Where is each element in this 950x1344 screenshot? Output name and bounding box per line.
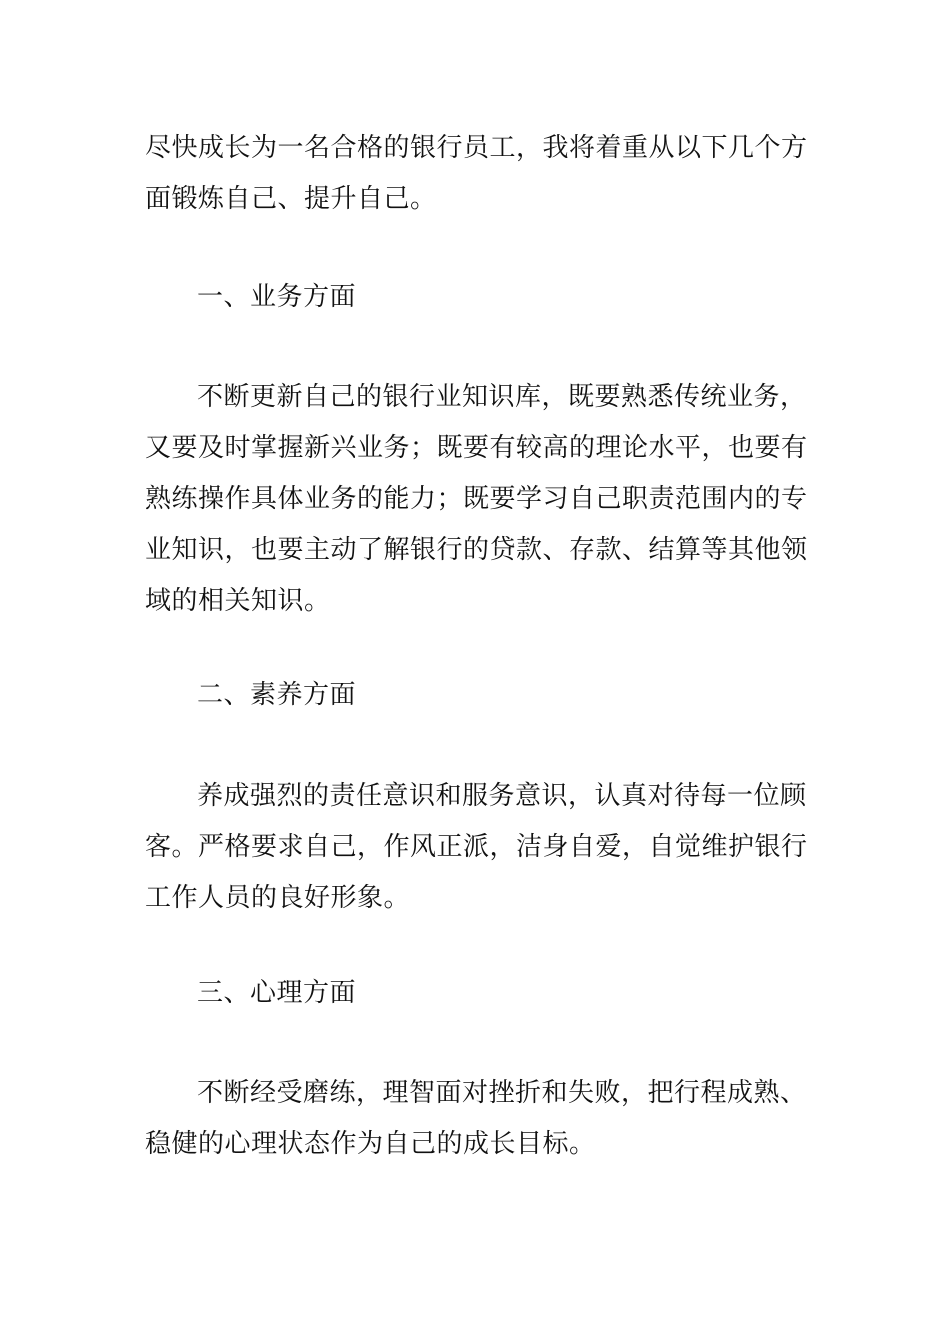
section-heading: 二、素养方面 — [197, 680, 357, 710]
paragraph-line: 域的相关知识。 — [145, 586, 331, 616]
paragraph-line: 又要及时掌握新兴业务；既要有较高的理论水平，也要有 — [145, 433, 808, 463]
paragraph-line: 工作人员的良好形象。 — [145, 883, 411, 913]
section-heading: 一、业务方面 — [197, 282, 357, 312]
psychology-paragraph — [145, 1068, 810, 1170]
quality-paragraph — [145, 771, 810, 924]
paragraph-line: 养成强烈的责任意识和服务意识，认真对待每一位顾 — [197, 781, 807, 811]
paragraph-line: 熟练操作具体业务的能力；既要学习自己职责范围内的专 — [145, 484, 808, 514]
paragraph-line: 业知识，也要主动了解银行的贷款、存款、结算等其他领 — [145, 535, 808, 565]
paragraph-line: 客。严格要求自己，作风正派，洁身自爱，自觉维护银行 — [145, 832, 808, 862]
section-heading-psychology — [145, 968, 810, 1019]
paragraph-line: 不断更新自己的银行业知识库，既要熟悉传统业务， — [197, 382, 807, 412]
paragraph-line: 面锻炼自己、提升自己。 — [145, 184, 437, 214]
section-heading-quality — [145, 670, 810, 721]
business-paragraph — [145, 372, 810, 627]
intro-paragraph — [145, 123, 810, 225]
section-heading: 三、心理方面 — [197, 978, 357, 1008]
paragraph-line: 稳健的心理状态作为自己的成长目标。 — [145, 1129, 596, 1159]
paragraph-line: 尽快成长为一名合格的银行员工，我将着重从以下几个方 — [145, 133, 808, 163]
paragraph-line: 不断经受磨练，理智面对挫折和失败，把行程成熟、 — [197, 1078, 807, 1108]
section-heading-business — [145, 272, 810, 323]
